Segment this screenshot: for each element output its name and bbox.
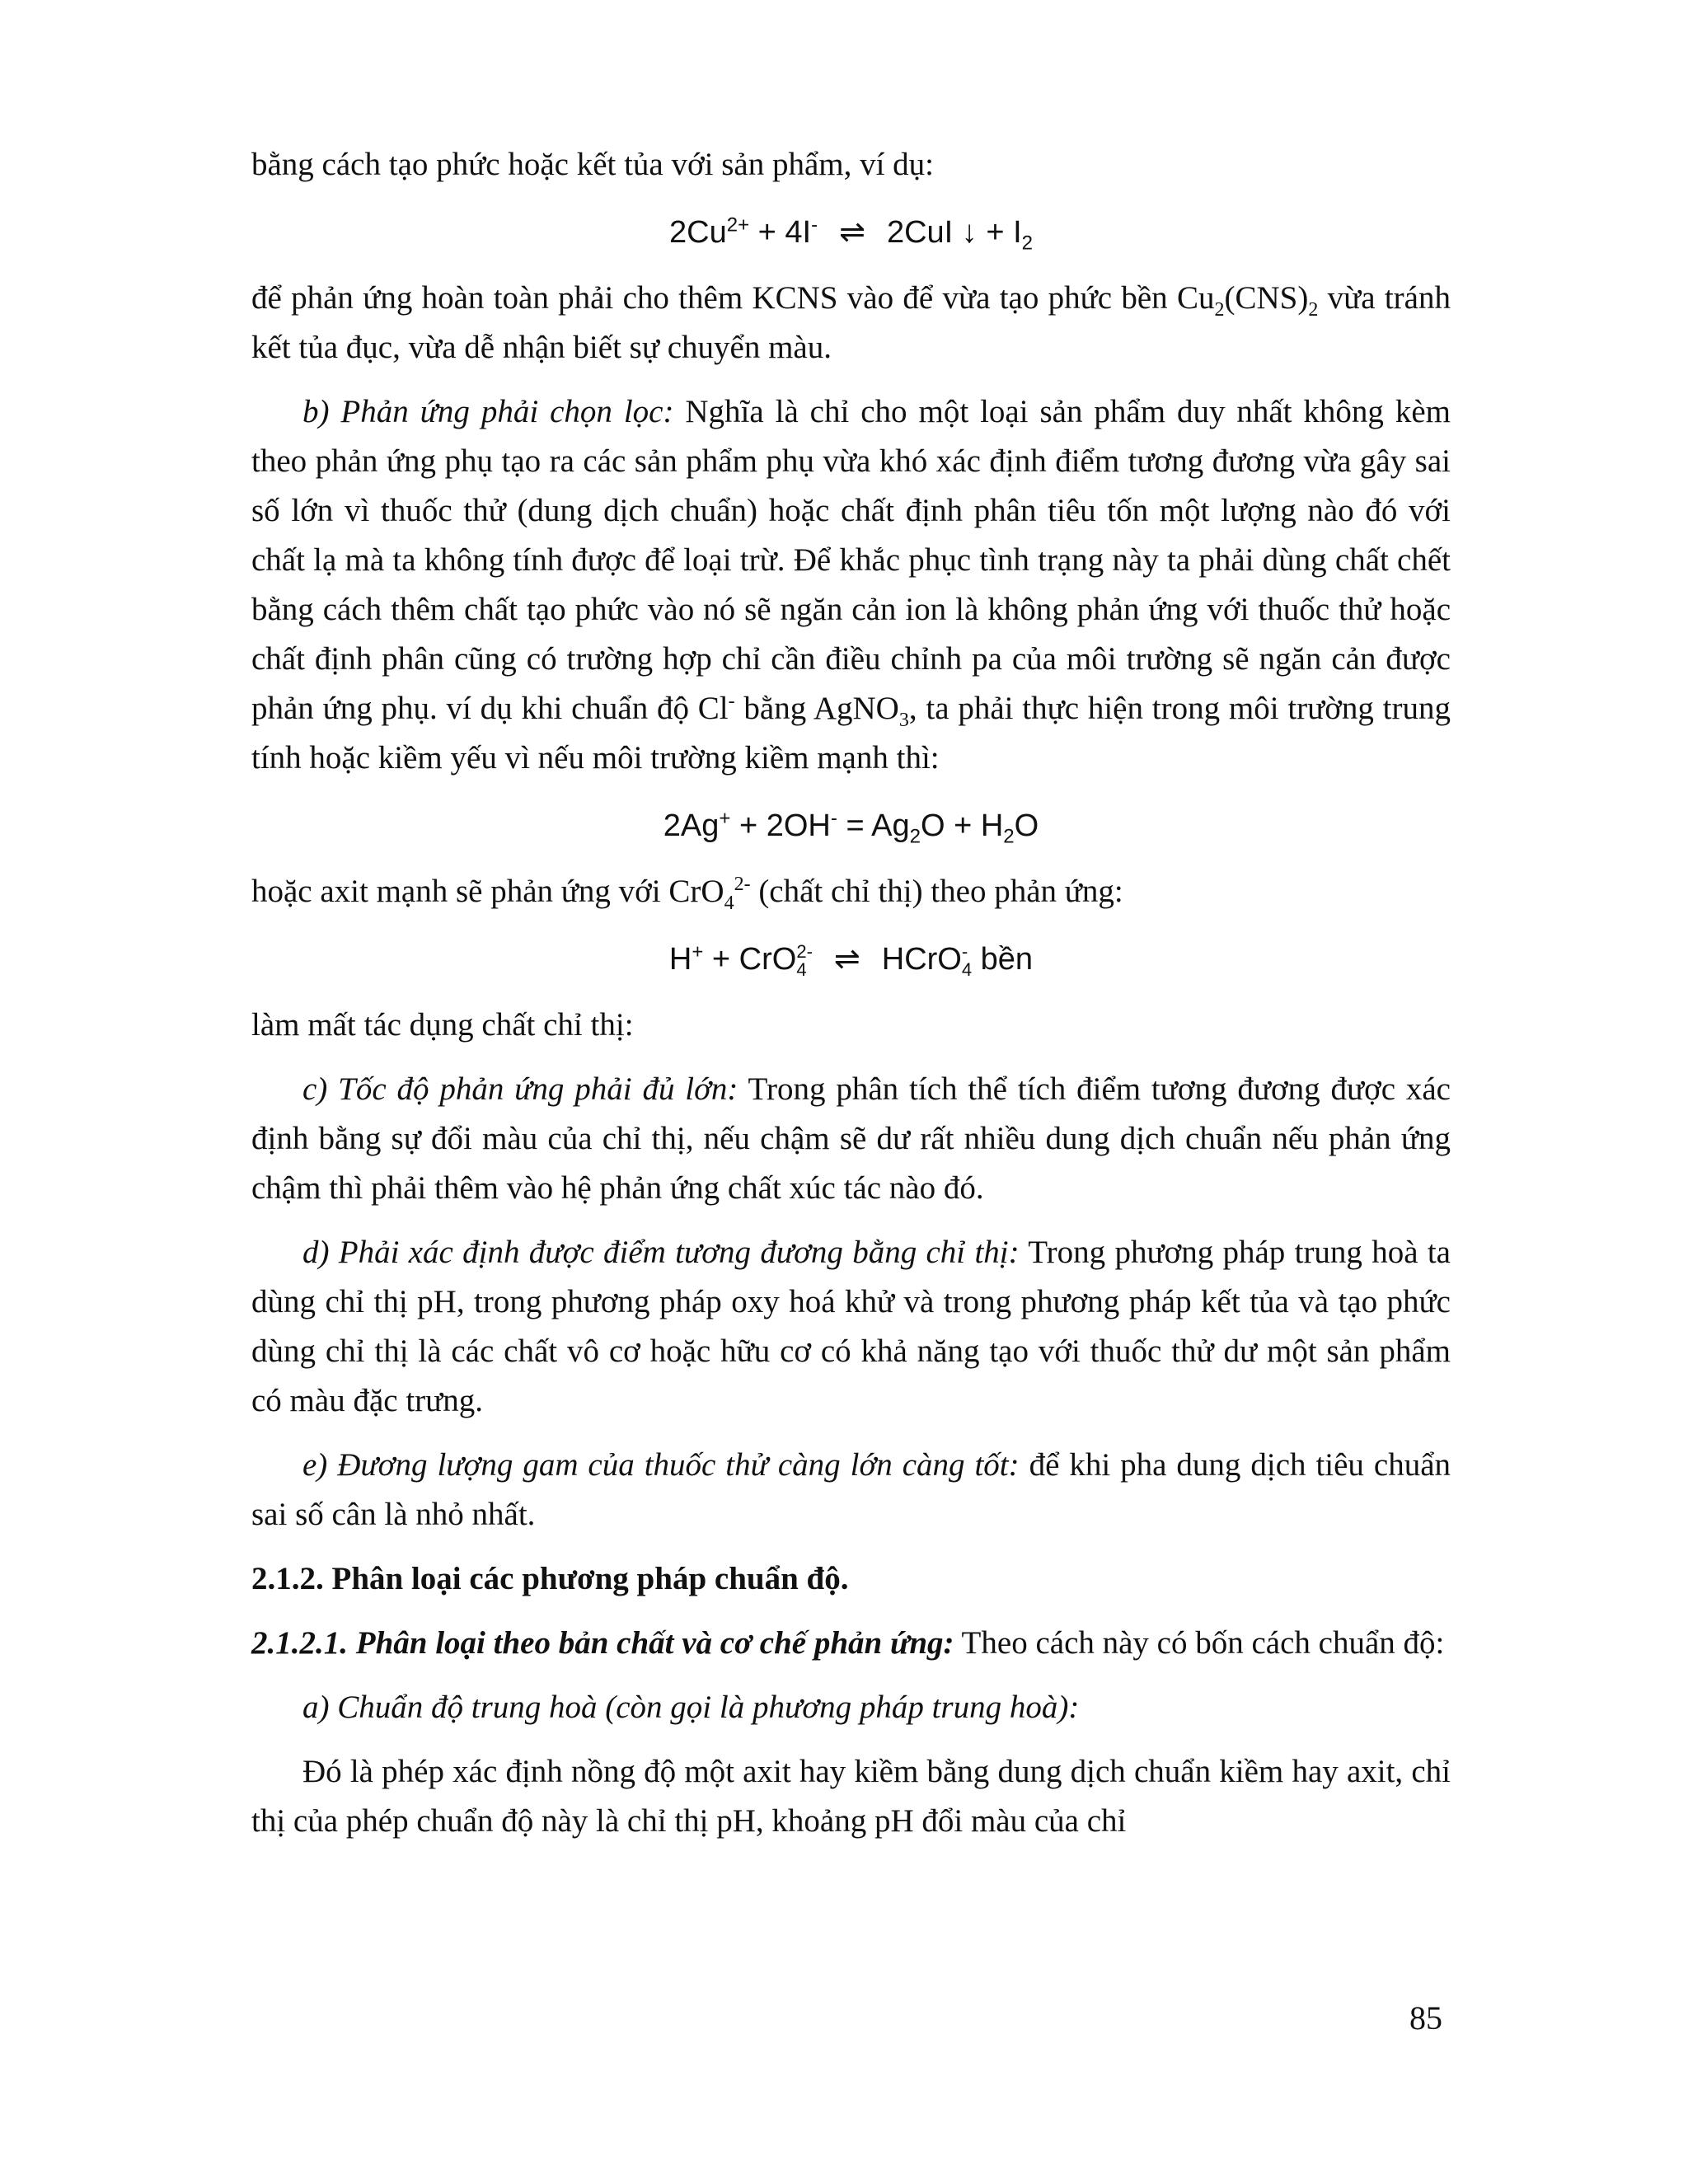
eq2-charge: +	[719, 807, 731, 830]
item-title: e) Đương lượng gam của thuốc thử càng lớn càng tốt:	[302, 1447, 1020, 1483]
paragraph-c	[251, 1065, 1451, 1213]
text-run: để khi pha dung dịch tiêu chuẩn sai số cân là nhỏ nhất.	[251, 1447, 1451, 1532]
eq1-subscript: 2	[1021, 232, 1033, 255]
text-run: Trong phương pháp trung hoà ta dùng chỉ thị pH, trong phương pháp oxy hoá khử và trong phương pháp kết tủa và tạo phức dùng chỉ thị là các chất vô cơ hoặc hữu cơ có khả năng tạo với thuốc thử dư một sản phẩm có màu đặc trưng.	[251, 1235, 1451, 1418]
eq3-subscript: 4	[961, 958, 973, 980]
equation-copper-iodide	[251, 208, 1451, 257]
text-run: để phản ứng hoàn toàn phải cho thêm KCNS vào để vừa tạo phức bền Cu	[251, 280, 1215, 316]
eq3-index-stack	[796, 940, 813, 980]
equation-silver-hydroxide	[251, 801, 1451, 851]
paragraph-kcns	[251, 274, 1451, 373]
eq3-charge: +	[692, 940, 704, 963]
equilibrium-arrow: ⇌	[839, 215, 865, 250]
eq2-term: 2Ag	[663, 808, 720, 843]
text-run: vừa tránh kết tủa đục, vừa dễ nhận biết sự chuyển màu.	[251, 280, 1451, 365]
eq2-term: = Ag	[837, 808, 910, 843]
superscript: -	[728, 691, 735, 712]
eq1-term: + 4I	[749, 215, 812, 250]
item-title: c) Tốc độ phản ứng phải đủ lớn:	[302, 1071, 738, 1107]
paragraph-neutralization: Đó là phép xác định nồng độ một axit hay kiềm bằng dung dịch chuẩn kiềm hay axit, chỉ thị của phép chuẩn độ này là chỉ thị pH, khoảng pH đổi màu của chỉ	[251, 1754, 1451, 1839]
equation-chromate	[251, 935, 1451, 984]
eq3-term: bền	[972, 942, 1034, 977]
paragraph-intro: bằng cách tạo phức hoặc kết tủa với sản phẩm, ví dụ:	[251, 147, 935, 182]
paragraph-chromate	[251, 867, 1451, 916]
eq3-charge: 2-	[796, 940, 813, 962]
eq3-index-stack	[961, 940, 973, 980]
eq1-term: 2CuI ↓ + I	[886, 215, 1022, 250]
subsection-title: 2.1.2.1. Phân loại theo bản chất và cơ chế phản ứng:	[251, 1625, 954, 1661]
eq3-term: HCrO	[881, 942, 962, 977]
item-title: b) Phản ứng phải chọn lọc:	[302, 394, 674, 429]
eq2-term: + 2OH	[730, 808, 831, 843]
paragraph-e	[251, 1441, 1451, 1540]
text-run: Theo cách này có bốn cách chuẩn độ:	[954, 1625, 1445, 1661]
text-run: Trong phân tích thể tích điểm tương đương được xác định bằng sự đổi màu của chỉ thị, nếu chậm sẽ dư rất nhiều dung dịch chuẩn nếu phản ứng chậm thì phải thêm vào hệ phản ứng chất xúc tác nào đó.	[251, 1071, 1451, 1206]
eq2-term: O + H	[920, 808, 1004, 843]
eq3-subscript: 4	[796, 958, 807, 980]
text-run: , ta phải thực hiện trong môi trường trung tính hoặc kiềm yếu vì nếu môi trường kiềm mạnh thì:	[251, 691, 1451, 776]
eq2-charge: -	[830, 807, 837, 830]
text-run: (CNS)	[1224, 280, 1309, 316]
paragraph-2-1-2-1	[251, 1619, 1451, 1668]
page-number: 85	[1409, 1999, 1442, 2036]
item-title: d) Phải xác định được điểm tương đương bằng chỉ thị:	[302, 1235, 1020, 1270]
eq1-charge: 2+	[726, 213, 750, 237]
subscript: 3	[898, 709, 909, 731]
section-heading-2-1-2: 2.1.2. Phân loại các phương pháp chuẩn độ.	[251, 1561, 849, 1596]
eq3-term: H	[668, 942, 692, 977]
text-run: (chất chỉ thị) theo phản ứng:	[750, 874, 1123, 909]
paragraph-b	[251, 387, 1451, 783]
text-run: hoặc axit mạnh sẽ phản ứng với CrO	[251, 874, 724, 909]
equilibrium-arrow: ⇌	[833, 942, 860, 977]
paragraph-indicator: làm mất tác dụng chất chỉ thị:	[251, 1007, 634, 1043]
page-body	[251, 140, 1451, 1846]
subscript: 2	[1308, 298, 1319, 321]
eq3-charge: -	[961, 940, 968, 962]
eq2-subscript: 2	[909, 825, 921, 848]
item-title: a) Chuẩn độ trung hoà (còn gọi là phương pháp trung hoà):	[302, 1690, 1080, 1725]
subscript: 4	[724, 892, 734, 914]
eq2-subscript: 2	[1003, 825, 1015, 848]
superscript: 2-	[734, 874, 751, 895]
subscript: 2	[1214, 298, 1225, 321]
paragraph-d	[251, 1228, 1451, 1426]
eq2-term: O	[1014, 808, 1039, 843]
eq1-term: 2Cu	[669, 215, 727, 250]
eq3-term: + CrO	[703, 942, 797, 977]
text-run: Nghĩa là chỉ cho một loại sản phẩm duy nhất không kèm theo phản ứng phụ tạo ra các sản phẩm phụ vừa khó xác định điểm tương đương vừa gây sai số lớn vì thuốc thử (dung dịch chuẩn) hoặc chất định phân tiêu tốn một lượng nào đó với chất lạ mà ta không tính được để loại trừ. Để khắc phục tình trạng này ta phải dùng chất chết bằng cách thêm chất tạo phức vào nó sẽ ngăn cản ion là không phản ứng với thuốc thử hoặc chất định phân cũng có trường hợp chỉ cần điều chỉnh pa của môi trường sẽ ngăn cản được phản ứng phụ. ví dụ khi chuẩn độ Cl	[251, 394, 1451, 726]
eq1-charge: -	[811, 213, 818, 237]
text-run: bằng AgNO	[734, 691, 899, 726]
paragraph-a-title	[251, 1683, 1451, 1732]
